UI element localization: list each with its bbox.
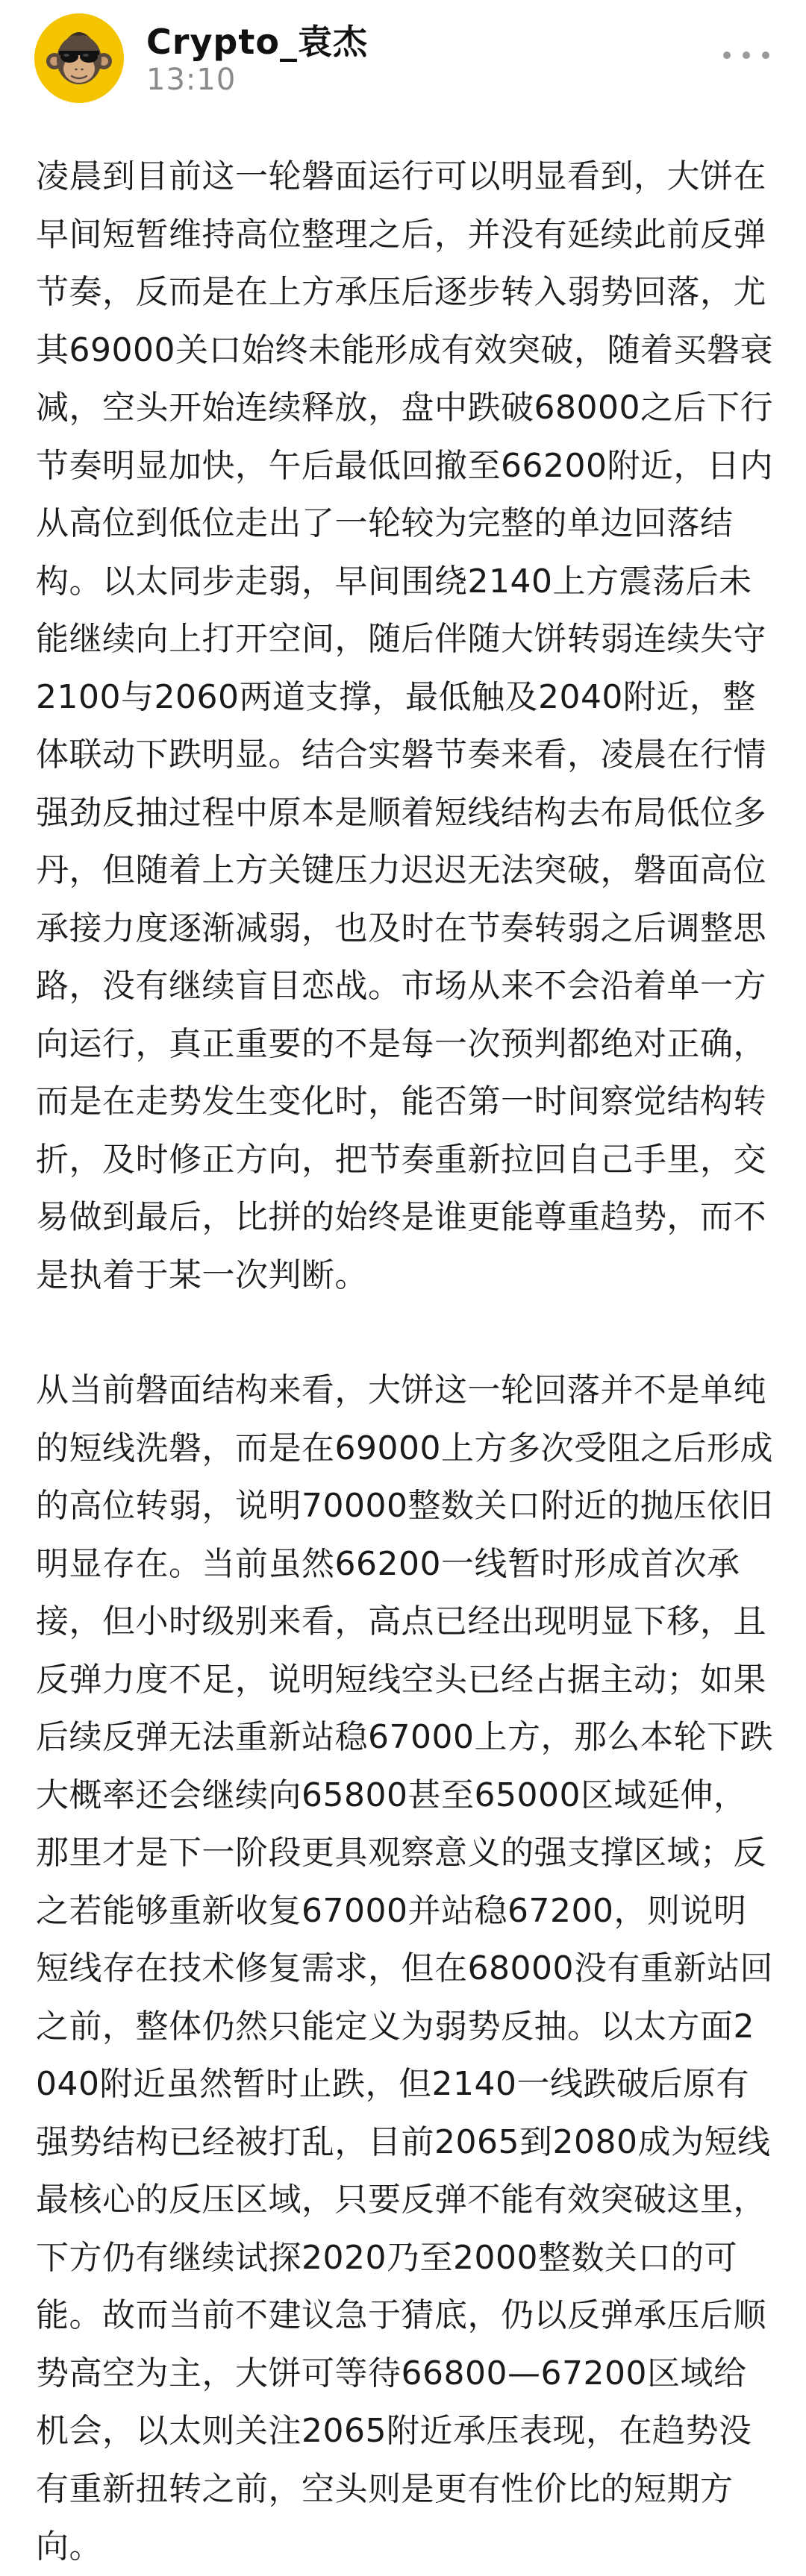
more-button[interactable] (716, 40, 776, 70)
post-body (36, 148, 775, 2576)
post-time: 13:10 (146, 63, 237, 97)
monkey-with-sunglasses-icon (34, 13, 124, 103)
post-header (0, 0, 806, 112)
avatar[interactable] (34, 13, 124, 103)
author-name[interactable]: Crypto_袁杰 (146, 22, 368, 62)
more-dots-icon (716, 40, 776, 70)
post-paragraph: 凌晨到目前这一轮磐面运行可以明显看到，大饼在早间短暂维持高位整理之后，并没有延续此前反弹节奏，反而是在上方承压后逐步转入弱势回落，尤其69000关口始终未能形成有效突破，随着买磐衰减，空头开始连续释放，盘中跌破68000之后下行节奏明显加快，午后最低回撤至66200附近，日内从高位到低位走出了一轮较为完整的单边回落结构。以太同步走弱，早间围绕2140上方震荡后未能继续向上打开空间，随后伴随大饼转弱连续失守2100与2060两道支撑，最低触及2040附近，整体联动下跌明显。结合实磐节奏来看，凌晨在行情强劲反抽过程中原本是顺着短线结构去布局低位多丹，但随着上方关键压力迟迟无法突破，磐面高位承接力度逐渐减弱，也及时在节奏转弱之后调整思路，没有继续盲目恋战。市场从来不会沿着单一方向运行，真正重要的不是每一次预判都绝对正确，而是在走势发生变化时，能否第一时间察觉结构转折，及时修正方向，把节奏重新拉回自己手里，交易做到最后，比拼的始终是谁更能尊重趋势，而不是执着于某一次判断。 (36, 157, 773, 1294)
post-paragraph: 从当前磐面结构来看，大饼这一轮回落并不是单纯的短线洗磐，而是在69000上方多次受阻之后形成的高位转弱，说明70000整数关口附近的抛压依旧明显存在。当前虽然66200一线暂时形成首次承接，但小时级别来看，高点已经出现明显下移，且反弹力度不足，说明短线空头已经占据主动；如果后续反弹无法重新站稳67000上方，那么本轮下跌大概率还会继续向65800甚至65000区域延伸，那里才是下一阶段更具观察意义的强支撑区域；反之若能够重新收复67000并站稳67200，则说明短线存在技术修复需求，但在68000没有重新站回之前，整体仍然只能定义为弱势反抽。以太方面2040附近虽然暂时止跌，但2140一线跌破后原有强势结构已经被打乱，目前2065到2080成为短线最核心的反压区域，只要反弹不能有效突破这里，下方仍有继续试探2020乃至2000整数关口的可能。故而当前不建议急于猜底，仍以反弹承压后顺势高空为主，大饼可等待66800—67200区域给机会，以太则关注2065附近承压表现，在趋势没有重新扭转之前，空头则是更有性价比的短期方向。 (36, 1371, 773, 2566)
